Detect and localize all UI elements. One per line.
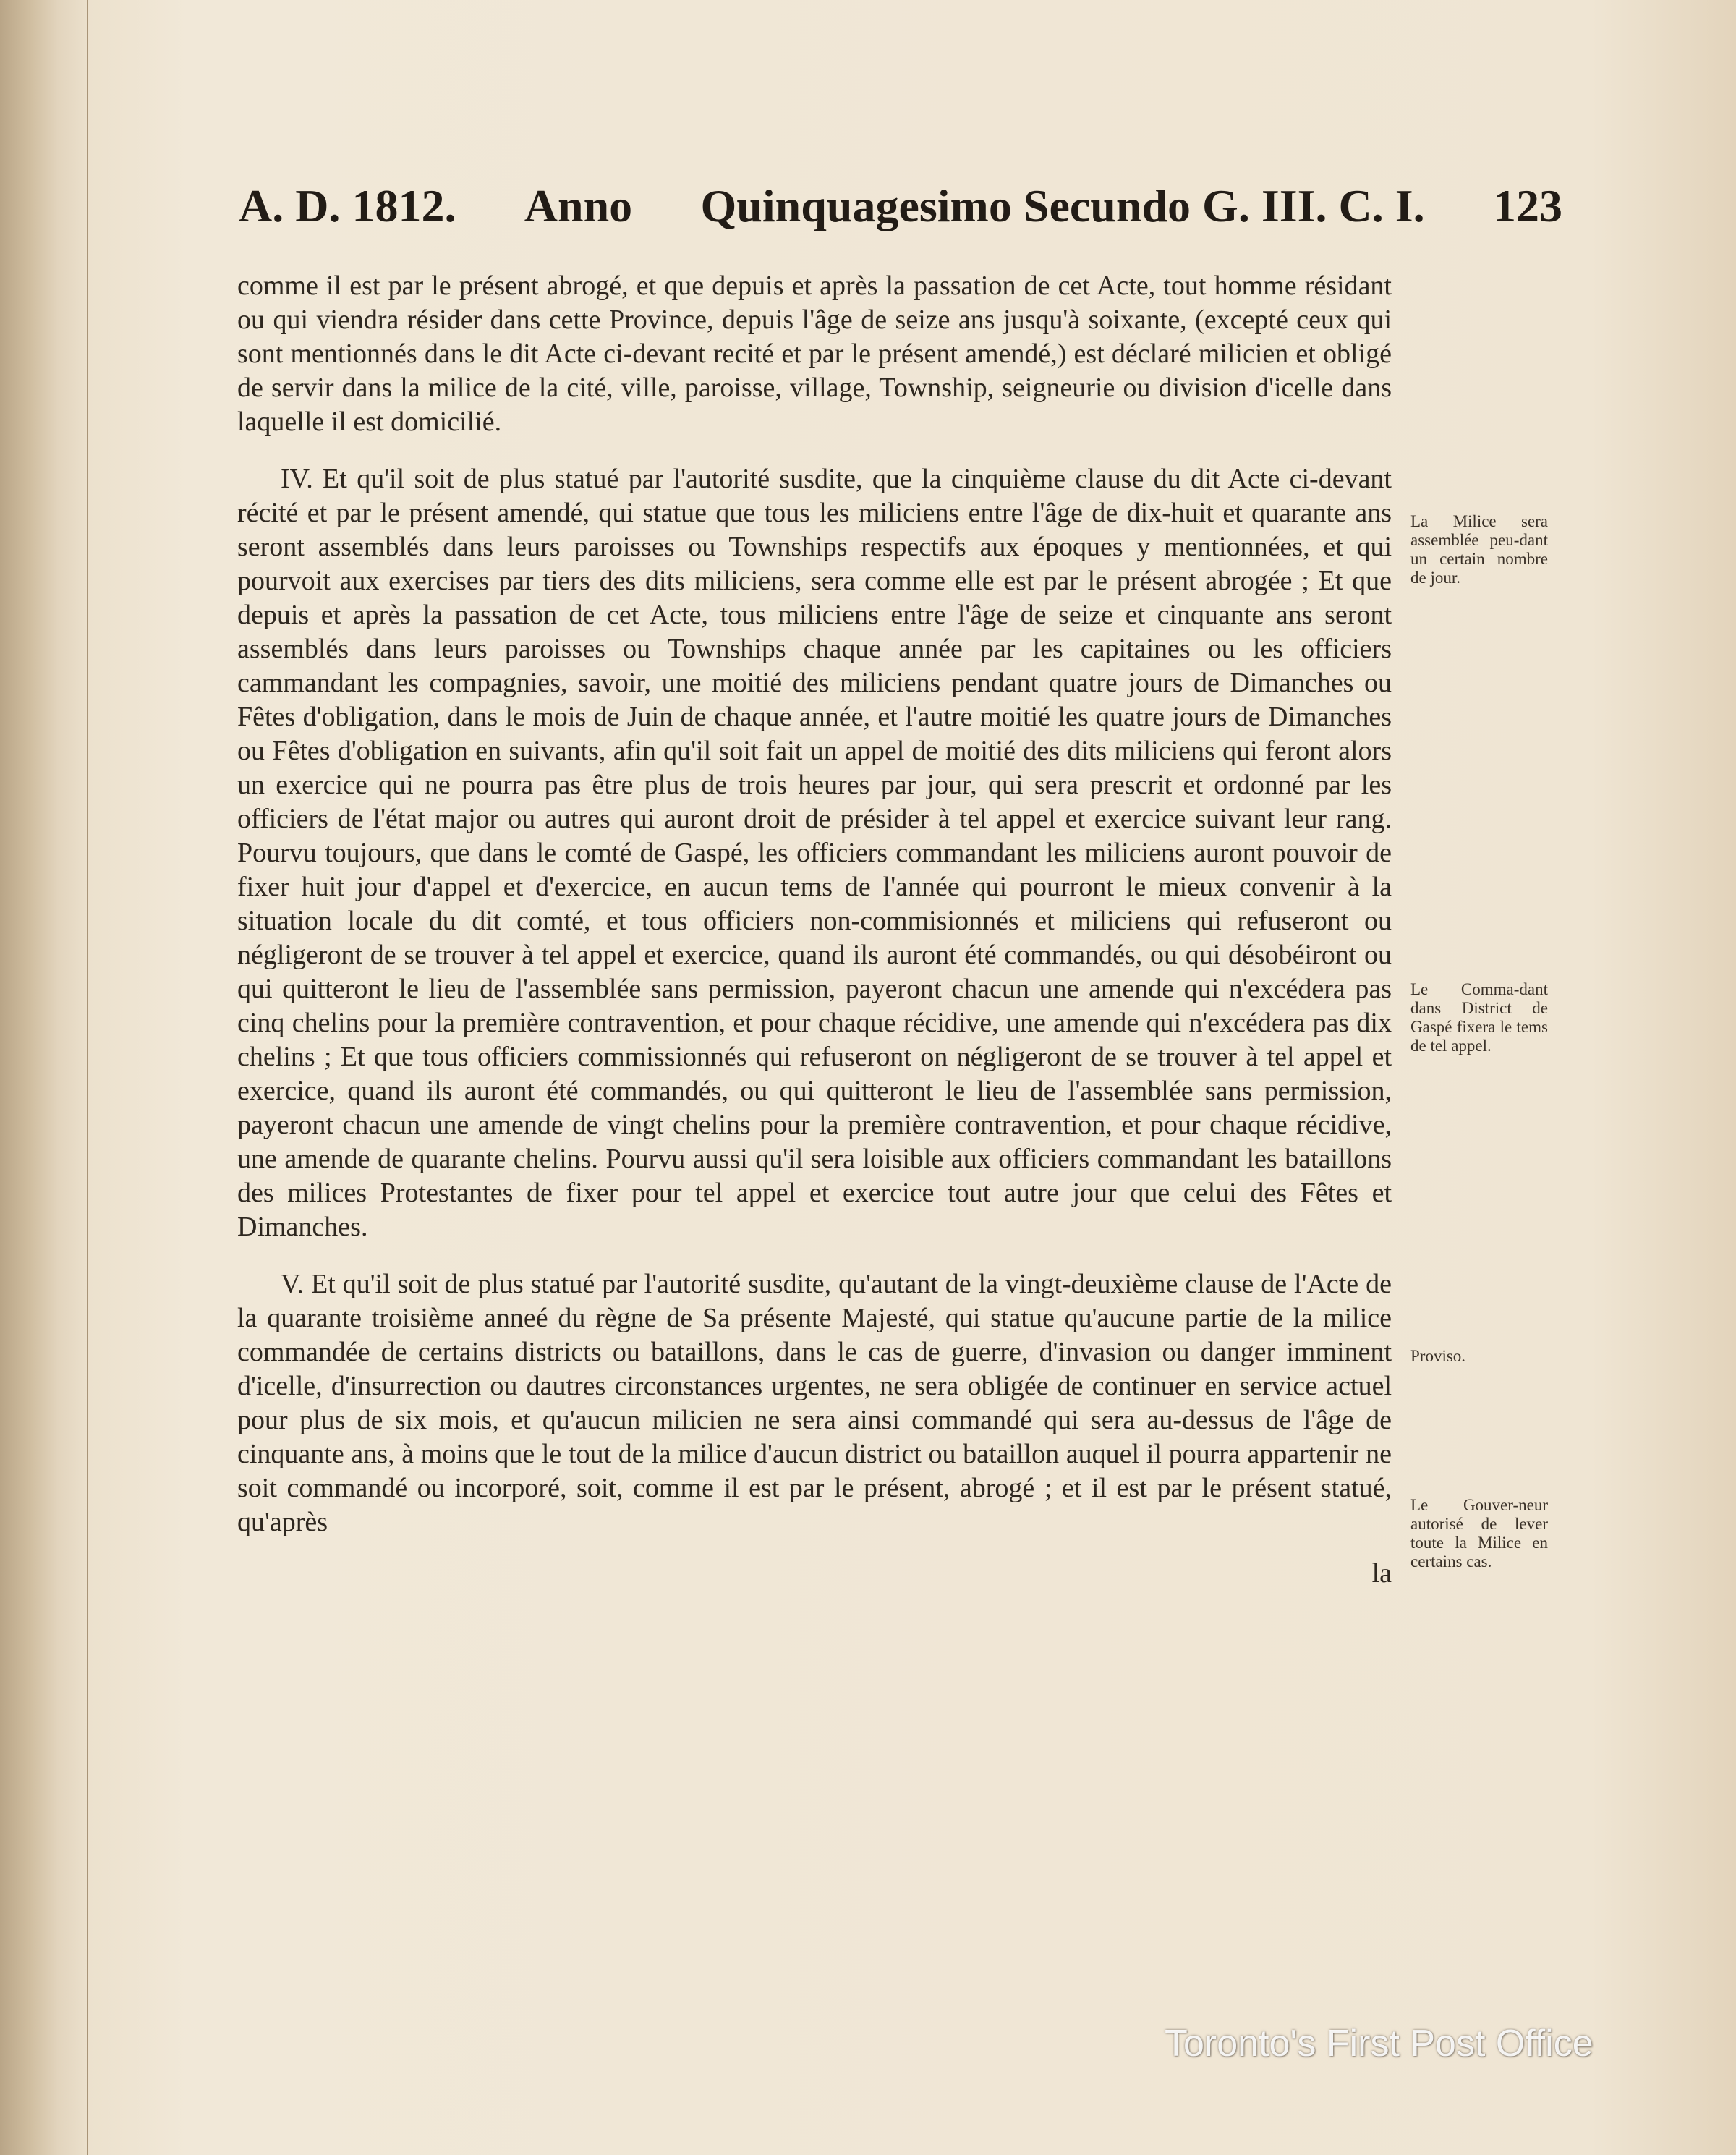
watermark: Toronto's First Post Office <box>1165 2023 1594 2065</box>
book-spine <box>0 0 88 2155</box>
margin-note-proviso: Proviso. <box>1410 1347 1466 1365</box>
header-anno: Anno <box>524 180 633 231</box>
body-text <box>237 269 1392 1591</box>
header-regnal-year: Quinquagesimo Secundo G. III. C. I. <box>700 180 1425 231</box>
margin-note-militia-assembled: La Milice sera assemblée peu-dant un certain nombre de jour. <box>1410 512 1548 587</box>
page-number: 123 <box>1492 180 1562 231</box>
catchword: la <box>1371 1558 1392 1589</box>
paragraph-continuation: comme il est par le présent abrogé, et que depuis et après la passation de cet Acte, tout homme résidant ou qui viendra résider dans cette Province, depuis l'âge de seize ans jusqu'à soixante, (excepté ceux qui sont mentionnés dans le dit Acte ci-devant recité et par le présent amendé,) est déclaré milicien et obligé de servir dans la milice de la cité, ville, paroisse, village, Township, seigneurie ou division d'icelle dans laquelle il est domicilié. <box>237 271 1392 437</box>
paragraph-section-v: V. Et qu'il soit de plus statué par l'autorité susdite, qu'autant de la vingt-deuxième clause de l'Acte de la quarante troisième anneé du règne de Sa présente Majesté, qui statue qu'aucune partie de la milice commandée de certains districts ou bataillons, dans le cas de guerre, d'invasion ou danger imminent d'icelle, d'insurrection ou dautres circonstances urgentes, ne sera obligée de continuer en service actuel pour plus de six mois, et qu'aucun milicien ne sera ainsi commandé qui sera au-dessus de l'âge de cinquante ans, à moins que le tout de la milice d'aucun district ou bataillon auquel il pourra appartenir ne soit commandé ou incorporé, soit, comme il est par le présent, abrogé ; et il est par le présent statué, qu'après <box>237 1269 1392 1537</box>
margin-note-gaspe-commandant: Le Comma-dant dans District de Gaspé fixera le tems de tel appel. <box>1410 980 1548 1055</box>
paragraph-section-iv: IV. Et qu'il soit de plus statué par l'autorité susdite, que la cinquième clause du dit Acte ci-devant récité et par le présent amendé, qui statue que tous les miliciens entre l'âge de dix-huit et quarante ans seront assemblés dans leurs paroisses ou Townships respectifs aux époques y mentionnées, et qui pourvoit aux exercises par tiers des dits miliciens, sera comme elle est par le présent abrogée ; Et que depuis et après la passation de cet Acte, tous miliciens entre l'âge de seize et cinquante ans seront assemblés dans leurs paroisses ou Townships chaque année par les capitaines ou les officiers cammandant les compagnies, savoir, une moitié des miliciens pendant quatre jours de Dimanches ou Fêtes d'obligation, dans le mois de Juin de chaque année, et l'autre moitié les quatre jours de Dimanches ou Fêtes d'obligation en suivants, afin qu'il soit fait un appel de moitié des dits miliciens qui feront alors un exercice qui ne pourra pas être plus de trois heures par jour, qui sera prescrit et ordonné par les officiers de l'état major ou autres qui auront droit de présider à tel appel et exercice suivant leur rang. Pourvu toujours, que dans le comté de Gaspé, les officiers commandant les miliciens auront pouvoir de fixer huit jour d'appel et d'exercice, en aucun tems de l'année qui pourront le mieux convenir à la situation locale du dit comté, et tous officiers non-commisionnés et miliciens qui refuseront ou négligeront de se trouver à tel appel et exercice, quand ils auront été commandés, ou qui désobéiront ou qui quitteront le lieu de l'assemblée sans permission, payeront chacun une amende qui n'excédera pas cinq chelins pour la première contravention, et pour chaque récidive, une amende qui n'excédera pas dix chelins ; Et que tous officiers commissionnés qui refuseront on négligeront de se trouver à tel appel et exercice, quand ils auront été commandés, ou qui quitteront le lieu de l'assemblée sans permission, payeront chacun une amende de vingt chelins pour la première contravention, et pour chaque récidive, une amende de quarante chelins. Pourvu aussi qu'il sera loisible aux officiers commandant les bataillons des milices Protestantes de fixer pour tel appel et exercice tout autre jour que celui des Fêtes et Dimanches. <box>237 464 1392 1242</box>
running-header <box>239 174 1562 239</box>
margin-note-governor-authorized: Le Gouver-neur autorisé de lever toute la Milice en certains cas. <box>1410 1496 1548 1570</box>
header-year: A. D. 1812. <box>239 180 456 231</box>
